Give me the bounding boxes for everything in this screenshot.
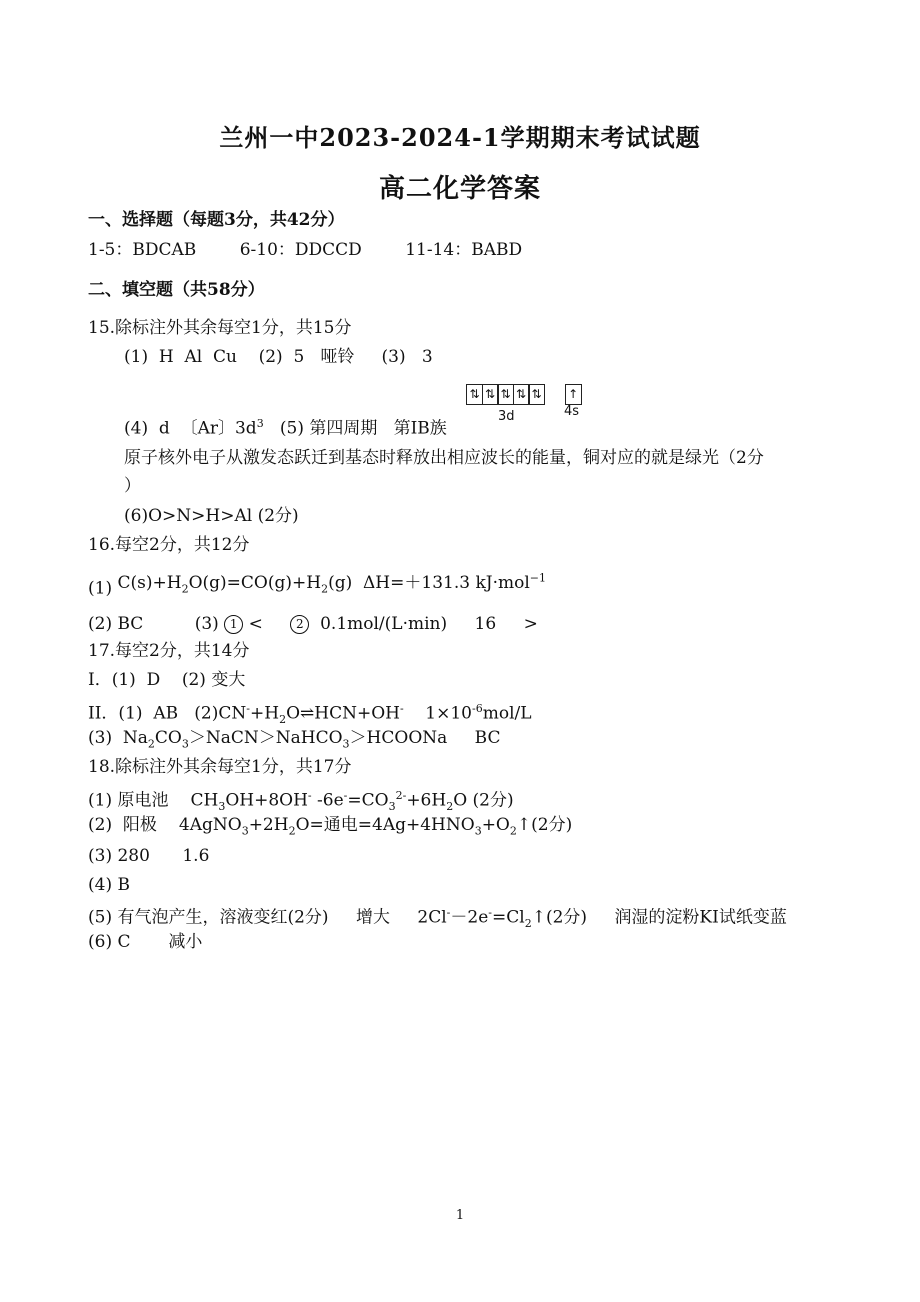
electron-orbital-diagram bbox=[466, 384, 580, 424]
q18-line-4: (4) B bbox=[88, 875, 130, 895]
answers-1-5: 1-5：BDCAB bbox=[88, 240, 197, 260]
orbital-3d-3: ⇅ bbox=[497, 384, 514, 405]
q15-line-1: (1) H Al Cu (2) 5 哑铃 (3) 3 bbox=[124, 347, 433, 367]
q18-heading: 18.除标注外其余每空1分，共17分 bbox=[88, 757, 352, 777]
orbital-3d-1: ⇅ bbox=[466, 384, 483, 405]
orbital-3d-5: ⇅ bbox=[528, 384, 545, 405]
orbital-4s: ↑ bbox=[565, 384, 582, 405]
q18-line-1: (1) 原电池 $CH_3OH+8OH^-$ $-6e^-=CO_3^{2-}+6H_2O$ (2分) bbox=[88, 789, 514, 814]
q16-heading: 16.每空2分，共12分 bbox=[88, 535, 250, 555]
q17-heading: 17.每空2分，共14分 bbox=[88, 641, 250, 661]
orbital-3d-2: ⇅ bbox=[482, 384, 499, 405]
q15-line-3: 原子核外电子从激发态跃迁到基态时释放出相应波长的能量，铜对应的就是绿光（2分 bbox=[124, 448, 764, 468]
q15-line-4: (6)O>N>H>Al (2分) bbox=[124, 506, 299, 526]
page-number: 1 bbox=[455, 1208, 465, 1223]
q16-line-2: (2) BC (3) 1 < 2 0.1mol/(L·min) 16 > bbox=[88, 614, 538, 634]
q17-line-2: II．(1) AB $(2)CN^-+H_2O\rightleftharpoons HCN+OH^-$ $1\times 10^{-6}mol/L$ bbox=[88, 702, 532, 727]
answers-11-14: 11-14：BABD bbox=[405, 240, 523, 260]
orbital-label-3d: 3d bbox=[498, 409, 515, 424]
q17-line-1: I．(1) D (2) 变大 bbox=[88, 670, 246, 690]
q17-line-3: (3) $Na_2CO_3>NaCN>NaHCO_3>HCOONa$ BC bbox=[88, 728, 501, 751]
q15-line-3-cont: ） bbox=[124, 476, 141, 496]
answers-6-10: 6-10：DDCCD bbox=[239, 240, 362, 260]
q15-heading: 15.除标注外其余每空1分，共15分 bbox=[88, 318, 352, 338]
orbital-3d-4: ⇅ bbox=[513, 384, 530, 405]
q18-line-2: (2) 阳极 $4AgNO_3+2H_2O=$通电$=4Ag+4HNO_3+O_2↑(2$分) bbox=[88, 815, 573, 838]
q18-line-5: (5) 有气泡产生，溶液变红(2分) 增大 $2Cl^--2e^-=Cl_2↑(2$分) 润湿的淀粉KI试纸变蓝 bbox=[88, 906, 787, 931]
choice-answers bbox=[88, 238, 522, 262]
page-title: 兰州一中2023-2024-1学期期末考试试题 bbox=[219, 123, 701, 152]
section-1-heading: 一、选择题（每题3分，共42分） bbox=[88, 210, 345, 230]
q18-line-3: (3) 280 1.6 bbox=[88, 846, 210, 866]
page-subtitle: 高二化学答案 bbox=[378, 174, 541, 204]
circled-number-2: 2 bbox=[290, 615, 309, 634]
q18-line-6: (6) C 减小 bbox=[88, 932, 203, 952]
q16-line-1: (1) $C(s)+H_2O(g)=CO(g)+H_2(g)$ ΔH=＋131.3 kJ·mol$^{-1}$ bbox=[88, 571, 546, 599]
orbital-label-4s: 4s bbox=[564, 404, 580, 419]
thermochemical-equation: $C(s)+H_2O(g)=CO(g)+H_2(g)$ ΔH=＋131.3 kJ·mol$^{-1}$ bbox=[117, 571, 546, 596]
section-2-heading: 二、填空题（共58分） bbox=[88, 280, 265, 300]
circled-number-1: 1 bbox=[224, 615, 243, 634]
q15-line-2: (4) d 〔Ar〕$3d^3$ (5) 第四周期 第IB族 bbox=[124, 417, 447, 439]
